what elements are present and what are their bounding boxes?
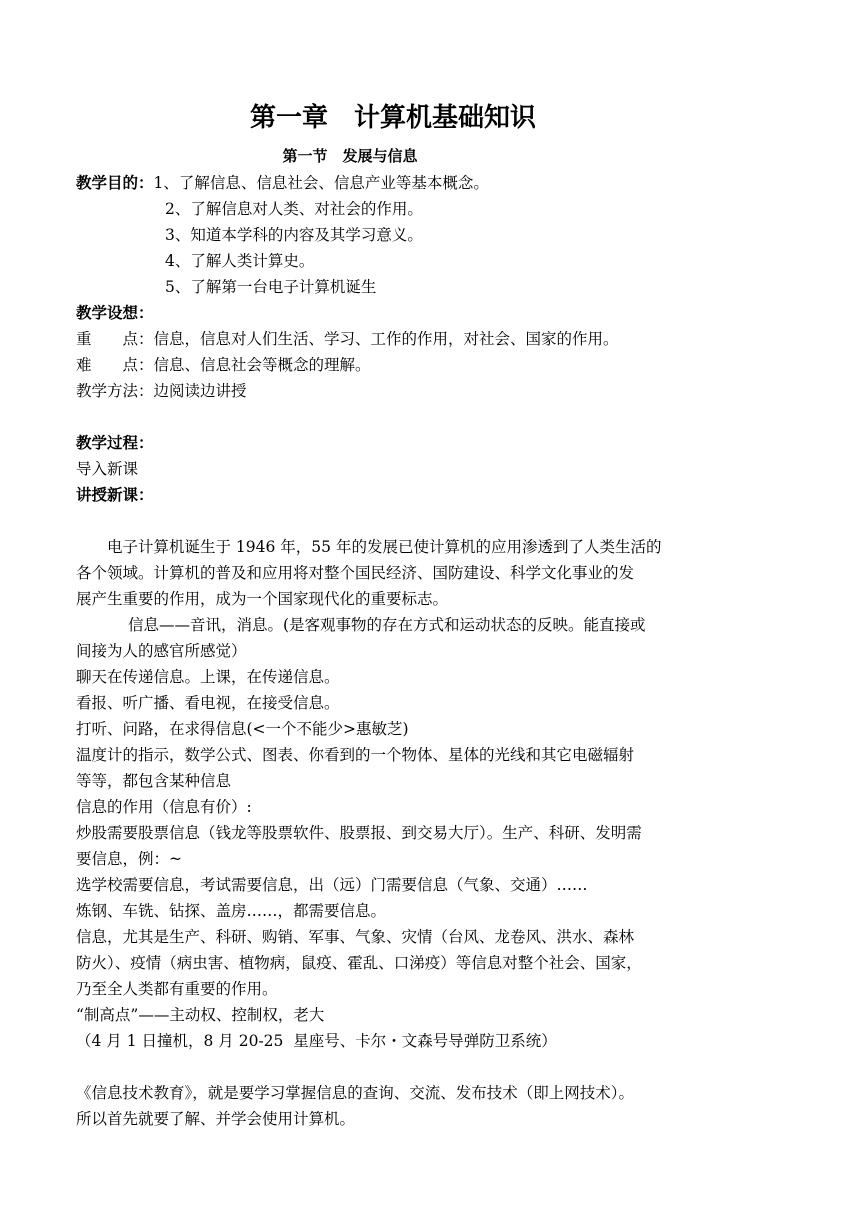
key-point: 重 点：信息，信息对人们生活、学习、工作的作用，对社会、国家的作用。: [76, 330, 619, 348]
new-lesson-label: 讲授新课：: [76, 486, 154, 504]
teaching-method: 教学方法：边阅读边讲授: [76, 382, 247, 400]
intro-text: 导入新课: [76, 460, 139, 478]
body-line: 间接为人的感官所感觉）: [76, 642, 247, 660]
objective-item: 3、知道本学科的内容及其学习意义。: [165, 226, 423, 244]
body-line: 《信息技术教育》，就是要学习掌握信息的查询、交流、发布技术（即上网技术）。: [76, 1084, 635, 1102]
difficult-point: 难 点：信息、信息社会等概念的理解。: [76, 356, 371, 374]
body-line: 信息——音讯，消息。(是客观事物的存在方式和运动状态的反映。能直接或: [128, 616, 646, 634]
chapter-title: 第一章 计算机基础知识: [249, 103, 536, 133]
objective-item: 2、了解信息对人类、对社会的作用。: [165, 200, 423, 218]
body-line: 打听、问路，在求得信息(<一个不能少>惠敏芝): [76, 720, 409, 738]
objective-item: 5、了解第一台电子计算机诞生: [165, 278, 377, 296]
body-line: 乃至全人类都有重要的作用。: [76, 980, 278, 998]
body-line: 所以首先就要了解、并学会使用计算机。: [76, 1110, 356, 1128]
body-line: 选学校需要信息，考试需要信息，出（远）门需要信息（气象、交通）……: [76, 876, 588, 894]
process-label: 教学过程：: [76, 434, 154, 452]
body-line: 等等，都包含某种信息: [76, 772, 232, 790]
section-title: 第一节 发展与信息: [282, 147, 418, 165]
body-line: （4 月 1 日撞机，8 月 20-25 星座号、卡尔・文森号导弹防卫系统）: [76, 1032, 557, 1050]
body-line: “制高点”——主动权、控制权，老大: [76, 1006, 325, 1024]
body-line: 展产生重要的作用，成为一个国家现代化的重要标志。: [76, 590, 449, 608]
objective-line-1: [76, 172, 716, 194]
body-line: 炒股需要股票信息（钱龙等股票软件、股票报、到交易大厅）。生产、科研、发明需: [76, 824, 642, 842]
objectives-label: 教学目的：: [76, 174, 154, 192]
body-line: 温度计的指示，数学公式、图表、你看到的一个物体、星体的光线和其它电磁辐射: [76, 746, 635, 764]
body-line: 防火）、疫情（病虫害、植物病，鼠疫、霍乱、口涕疫）等信息对整个社会、国家，: [76, 954, 642, 972]
body-line: 信息的作用（信息有价）:: [76, 798, 252, 816]
body-line: 信息，尤其是生产、科研、购销、军事、气象、灾情（台风、龙卷风、洪水、森林: [76, 928, 635, 946]
body-line: 看报、听广播、看电视，在接受信息。: [76, 694, 340, 712]
body-line: 各个领域。计算机的普及和应用将对整个国民经济、国防建设、科学文化事业的发: [76, 564, 635, 582]
body-line: 炼钢、车铣、钻探、盖房……，都需要信息。: [76, 902, 387, 920]
objective-item: 1、了解信息、信息社会、信息产业等基本概念。: [153, 174, 489, 192]
body-line: 要信息，例：~: [76, 850, 182, 868]
body-line: 聊天在传递信息。上课，在传递信息。: [76, 668, 340, 686]
body-line: 电子计算机诞生于 1946 年，55 年的发展已使计算机的应用渗透到了人类生活的: [107, 538, 662, 556]
objective-item: 4、了解人类计算史。: [165, 252, 315, 270]
design-label: 教学设想：: [76, 304, 154, 322]
